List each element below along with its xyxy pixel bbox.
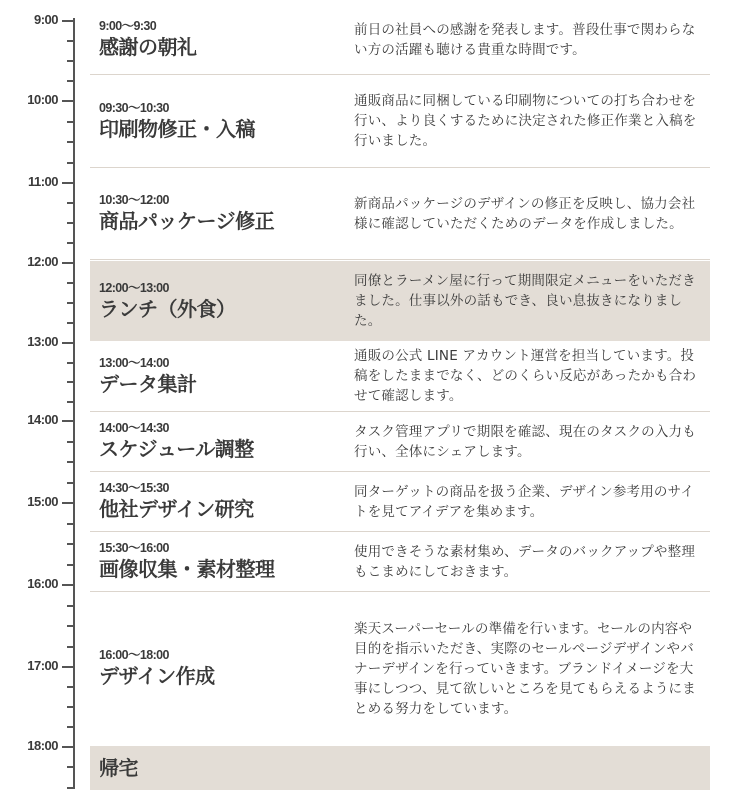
schedule-item-time: 13:00～14:00 — [99, 355, 169, 370]
quarter-tick — [67, 401, 75, 403]
schedule-item-title: 画像収集・素材整理 — [99, 557, 275, 581]
quarter-tick — [67, 686, 75, 688]
quarter-tick — [67, 646, 75, 648]
timeline-axis — [73, 18, 75, 789]
schedule-item-title: ランチ（外食） — [99, 296, 236, 321]
quarter-tick — [67, 121, 75, 123]
hour-tick — [62, 502, 75, 504]
schedule-item — [90, 168, 710, 260]
schedule-item-heading — [99, 75, 344, 167]
hour-tick — [62, 262, 75, 264]
hour-tick — [62, 420, 75, 422]
schedule-item-description: 通販商品に同梱している印刷物についての打ち合わせを行い、より良くするために決定された修正作業と入稿を行いました。 — [354, 93, 697, 149]
schedule-item-go-home — [90, 746, 710, 790]
schedule-item-heading — [99, 412, 344, 471]
schedule-item — [90, 5, 710, 75]
hour-tick — [62, 746, 75, 748]
schedule-item-description: 同ターゲットの商品を扱う企業、デザイン参考用のサイトを見てアイデアを集めます。 — [354, 483, 695, 520]
hour-tick — [62, 20, 75, 22]
schedule-item-description: 新商品パッケージのデザインの修正を反映し、協力会社様に確認していただくためのデータを作成しました。 — [354, 195, 696, 232]
hour-tick — [62, 342, 75, 344]
quarter-tick — [67, 80, 75, 82]
hour-label: 15:00 — [27, 494, 58, 509]
hour-label: 10:00 — [27, 92, 58, 107]
quarter-tick — [67, 523, 75, 525]
schedule-item-heading — [99, 472, 344, 531]
quarter-tick — [67, 482, 75, 484]
schedule-item-description: 前日の社員への感謝を発表します。普段仕事で関わらない方の活躍も聴ける貴重な時間です。 — [354, 21, 696, 58]
schedule-item-title: スケジュール調整 — [99, 437, 254, 461]
schedule-item-time: 14:30～15:30 — [99, 481, 169, 495]
schedule-item-heading — [99, 5, 344, 74]
schedule-item-title: 他社デザイン研究 — [99, 497, 254, 521]
schedule-item-lunch — [90, 261, 710, 341]
quarter-tick — [67, 60, 75, 62]
quarter-tick — [67, 362, 75, 364]
schedule-item-title: データ集計 — [99, 371, 197, 396]
hour-label: 11:00 — [27, 174, 58, 189]
schedule-item-description: タスク管理アプリで期限を確認、現在のタスクの入力も行い、全体にシェアします。 — [354, 423, 696, 460]
quarter-tick — [67, 40, 75, 42]
quarter-tick — [67, 242, 75, 244]
schedule-item-heading — [99, 592, 344, 745]
quarter-tick — [67, 381, 75, 383]
schedule-item-time: 16:00～18:00 — [99, 648, 169, 662]
quarter-tick — [67, 322, 75, 324]
hour-label: 18:00 — [27, 738, 58, 753]
quarter-tick — [67, 162, 75, 164]
hour-tick — [62, 584, 75, 586]
hour-label: 14:00 — [27, 412, 58, 427]
hour-tick — [62, 666, 75, 668]
schedule-item-heading — [99, 532, 344, 591]
schedule-item-time: 14:00～14:30 — [99, 421, 169, 435]
schedule-item-heading — [99, 746, 344, 790]
hour-tick — [62, 182, 75, 184]
quarter-tick — [67, 543, 75, 545]
quarter-tick — [67, 202, 75, 204]
quarter-tick — [67, 706, 75, 708]
schedule-item-description: 同僚とラーメン屋に行って期間限定メニューをいただきました。仕事以外の話もでき、良い息抜きになりました。 — [354, 273, 696, 329]
schedule-item-heading — [99, 261, 344, 341]
hour-label: 17:00 — [27, 658, 58, 673]
schedule-item — [90, 532, 710, 592]
quarter-tick — [67, 282, 75, 284]
schedule-item-title: 帰宅 — [99, 755, 138, 780]
quarter-tick — [67, 564, 75, 566]
quarter-tick — [67, 302, 75, 304]
hour-label: 9:00 — [33, 12, 58, 27]
schedule-item-time: 15:30～16:00 — [99, 541, 169, 555]
schedule-item-description: 通販の公式 LINE アカウント運営を担当しています。投稿をしたままでなく、どのくらい反応があったかも合わせて確認します。 — [354, 348, 697, 404]
schedule-item-heading — [99, 341, 344, 411]
quarter-tick — [67, 787, 75, 789]
schedule-item — [90, 75, 710, 168]
schedule-item-time: 12:00～13:00 — [99, 280, 169, 295]
hour-label: 16:00 — [27, 576, 58, 591]
schedule-item-title: 商品パッケージ修正 — [99, 209, 275, 233]
schedule-item-time: 10:30～12:00 — [99, 193, 169, 207]
schedule-item-time: 9:00～9:30 — [99, 19, 157, 33]
schedule-item-title: 感謝の朝礼 — [99, 35, 197, 59]
hour-label: 13:00 — [27, 334, 58, 349]
schedule-item-description: 楽天スーパーセールの準備を行います。セールの内容や目的を指示いただき、実際のセールページデザインやバナーデザインを行っていきます。ブランドイメージを大事にしつつ、見て欲しいところを見てもらえるようにまとめる努力をしています。 — [354, 620, 696, 717]
schedule-item — [90, 592, 710, 745]
quarter-tick — [67, 605, 75, 607]
schedule-item-title: デザイン作成 — [99, 664, 215, 688]
quarter-tick — [67, 222, 75, 224]
quarter-tick — [67, 766, 75, 768]
quarter-tick — [67, 461, 75, 463]
schedule-item — [90, 412, 710, 472]
quarter-tick — [67, 625, 75, 627]
schedule-item-description: 使用できそうな素材集め、データのバックアップや整理もこまめにしておきます。 — [354, 543, 696, 580]
hour-tick — [62, 100, 75, 102]
schedule-item-time: 09:30～10:30 — [99, 100, 169, 115]
quarter-tick — [67, 141, 75, 143]
schedule-item — [90, 472, 710, 532]
schedule-item-title: 印刷物修正・入稿 — [99, 116, 255, 141]
hour-label: 12:00 — [27, 254, 58, 269]
schedule-item-heading — [99, 168, 344, 259]
schedule-item — [90, 341, 710, 412]
quarter-tick — [67, 726, 75, 728]
quarter-tick — [67, 441, 75, 443]
